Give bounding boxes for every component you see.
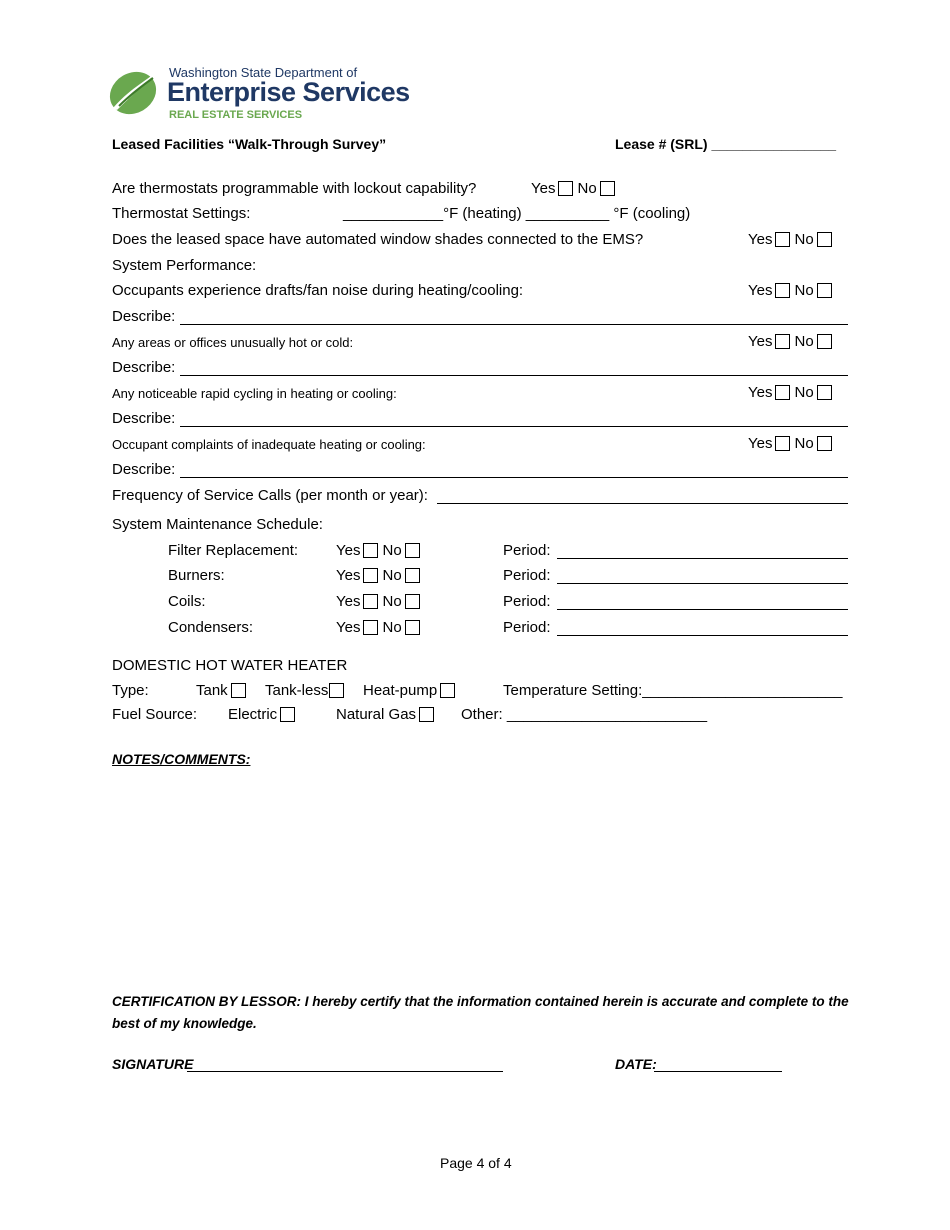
thermostat-settings-values[interactable]: ____________°F (heating) __________ °F (cooling) bbox=[343, 205, 691, 222]
service-calls-label: Frequency of Service Calls (per month or year): bbox=[112, 487, 428, 504]
hot-cold-yes-no bbox=[748, 333, 836, 350]
type-heatpump bbox=[363, 682, 459, 699]
system-performance-heading: System Performance: bbox=[112, 257, 257, 274]
logo bbox=[107, 64, 410, 124]
no-label: No bbox=[577, 180, 597, 197]
certification-line1: CERTIFICATION BY LESSOR: I hereby certify that the information contained herein is accurate and complete to the bbox=[112, 994, 849, 1009]
form-title: Leased Facilities “Walk-Through Survey” bbox=[112, 136, 387, 152]
no-label: No bbox=[794, 384, 814, 401]
filter-yes-no bbox=[336, 542, 424, 559]
thermostat-yes-checkbox[interactable] bbox=[558, 181, 573, 196]
no-label: No bbox=[382, 567, 402, 584]
complaints-yes-checkbox[interactable] bbox=[775, 436, 790, 451]
natural-gas-label: Natural Gas bbox=[336, 706, 417, 723]
page-number: Page 4 of 4 bbox=[440, 1155, 512, 1171]
temperature-setting[interactable]: Temperature Setting:________________________ bbox=[503, 682, 843, 699]
notes-label: NOTES/COMMENTS: bbox=[112, 751, 251, 767]
yes-label: Yes bbox=[748, 384, 773, 401]
tank-checkbox[interactable] bbox=[231, 683, 246, 698]
hot-cold-yes-checkbox[interactable] bbox=[775, 334, 790, 349]
maintenance-item-coils: Coils: bbox=[168, 593, 206, 610]
no-label: No bbox=[794, 333, 814, 350]
coils-period-line[interactable] bbox=[557, 609, 848, 610]
condensers-yes-checkbox[interactable] bbox=[363, 620, 378, 635]
describe-label: Describe: bbox=[112, 410, 176, 427]
period-label: Period: bbox=[503, 567, 551, 584]
type-label: Type: bbox=[112, 682, 149, 699]
cycling-describe-line[interactable] bbox=[180, 426, 848, 427]
maintenance-heading: System Maintenance Schedule: bbox=[112, 516, 323, 533]
condensers-yes-no bbox=[336, 619, 424, 636]
no-label: No bbox=[382, 593, 402, 610]
hot-cold-describe-line[interactable] bbox=[180, 375, 848, 376]
yes-label: Yes bbox=[748, 282, 773, 299]
type-tank bbox=[196, 682, 250, 699]
coils-yes-checkbox[interactable] bbox=[363, 594, 378, 609]
period-label: Period: bbox=[503, 593, 551, 610]
no-label: No bbox=[382, 619, 402, 636]
logo-line2: Enterprise Services bbox=[167, 77, 410, 107]
no-label: No bbox=[794, 435, 814, 452]
performance-item-complaints: Occupant complaints of inadequate heating or cooling: bbox=[112, 437, 426, 452]
cycling-yes-no bbox=[748, 384, 836, 401]
drafts-no-checkbox[interactable] bbox=[817, 283, 832, 298]
signature-label: SIGNATURE bbox=[112, 1056, 194, 1072]
certification-line2: best of my knowledge. bbox=[112, 1016, 257, 1031]
thermostat-no-checkbox[interactable] bbox=[600, 181, 615, 196]
shades-question: Does the leased space have automated window shades connected to the EMS? bbox=[112, 231, 644, 248]
thermostat-question: Are thermostats programmable with lockout capability? bbox=[112, 180, 477, 197]
complaints-yes-no bbox=[748, 435, 836, 452]
shades-yes-checkbox[interactable] bbox=[775, 232, 790, 247]
cycling-yes-checkbox[interactable] bbox=[775, 385, 790, 400]
yes-label: Yes bbox=[336, 567, 361, 584]
tankless-label: Tank-less bbox=[265, 682, 329, 699]
type-tankless bbox=[265, 682, 348, 699]
burners-yes-checkbox[interactable] bbox=[363, 568, 378, 583]
maintenance-item-burners: Burners: bbox=[168, 567, 225, 584]
heatpump-checkbox[interactable] bbox=[440, 683, 455, 698]
no-label: No bbox=[382, 542, 402, 559]
condensers-no-checkbox[interactable] bbox=[405, 620, 420, 635]
tank-label: Tank bbox=[196, 682, 228, 699]
fuel-natural-gas bbox=[336, 706, 438, 723]
yes-label: Yes bbox=[336, 593, 361, 610]
filter-period-line[interactable] bbox=[557, 558, 848, 559]
drafts-describe-line[interactable] bbox=[180, 324, 848, 325]
condensers-period-line[interactable] bbox=[557, 635, 848, 636]
period-label: Period: bbox=[503, 542, 551, 559]
electric-checkbox[interactable] bbox=[280, 707, 295, 722]
electric-label: Electric bbox=[228, 706, 278, 723]
drafts-yes-checkbox[interactable] bbox=[775, 283, 790, 298]
describe-label: Describe: bbox=[112, 359, 176, 376]
yes-label: Yes bbox=[336, 542, 361, 559]
yes-label: Yes bbox=[748, 333, 773, 350]
drafts-yes-no bbox=[748, 282, 836, 299]
coils-no-checkbox[interactable] bbox=[405, 594, 420, 609]
burners-no-checkbox[interactable] bbox=[405, 568, 420, 583]
filter-no-checkbox[interactable] bbox=[405, 543, 420, 558]
no-label: No bbox=[794, 282, 814, 299]
performance-item-drafts: Occupants experience drafts/fan noise during heating/cooling: bbox=[112, 282, 524, 299]
fuel-electric bbox=[228, 706, 299, 723]
maintenance-item-condensers: Condensers: bbox=[168, 619, 254, 636]
lease-number-label: Lease # (SRL) ________________ bbox=[615, 136, 837, 152]
date-line[interactable] bbox=[654, 1071, 782, 1072]
water-heater-heading: DOMESTIC HOT WATER HEATER bbox=[112, 657, 348, 674]
burners-yes-no bbox=[336, 567, 424, 584]
thermostat-settings-label: Thermostat Settings: bbox=[112, 205, 251, 222]
signature-line[interactable] bbox=[187, 1071, 503, 1072]
heatpump-label: Heat-pump bbox=[363, 682, 438, 699]
logo-line1: Washington State Department of bbox=[169, 65, 358, 80]
natural-gas-checkbox[interactable] bbox=[419, 707, 434, 722]
yes-label: Yes bbox=[531, 180, 556, 197]
describe-label: Describe: bbox=[112, 461, 176, 478]
burners-period-line[interactable] bbox=[557, 583, 848, 584]
maintenance-item-filter: Filter Replacement: bbox=[168, 542, 299, 559]
leaf-logo-icon bbox=[107, 64, 163, 120]
yes-label: Yes bbox=[748, 435, 773, 452]
performance-item-rapid-cycling: Any noticeable rapid cycling in heating or cooling: bbox=[112, 386, 397, 401]
logo-line3: REAL ESTATE SERVICES bbox=[169, 109, 303, 121]
complaints-no-checkbox[interactable] bbox=[817, 436, 832, 451]
coils-yes-no bbox=[336, 593, 424, 610]
yes-label: Yes bbox=[748, 231, 773, 248]
performance-item-hot-cold: Any areas or offices unusually hot or cold: bbox=[112, 335, 354, 350]
yes-label: Yes bbox=[336, 619, 361, 636]
fuel-source-label: Fuel Source: bbox=[112, 706, 198, 723]
period-label: Period: bbox=[503, 619, 551, 636]
cycling-no-checkbox[interactable] bbox=[817, 385, 832, 400]
service-calls-line[interactable] bbox=[437, 503, 848, 504]
shades-no-checkbox[interactable] bbox=[817, 232, 832, 247]
date-label: DATE: bbox=[615, 1056, 657, 1072]
hot-cold-no-checkbox[interactable] bbox=[817, 334, 832, 349]
shades-yes-no bbox=[748, 231, 836, 248]
complaints-describe-line[interactable] bbox=[180, 477, 848, 478]
fuel-other[interactable]: Other: ________________________ bbox=[461, 706, 708, 723]
no-label: No bbox=[794, 231, 814, 248]
describe-label: Describe: bbox=[112, 308, 176, 325]
tankless-checkbox[interactable] bbox=[329, 683, 344, 698]
thermostat-yes-no bbox=[531, 180, 619, 197]
filter-yes-checkbox[interactable] bbox=[363, 543, 378, 558]
